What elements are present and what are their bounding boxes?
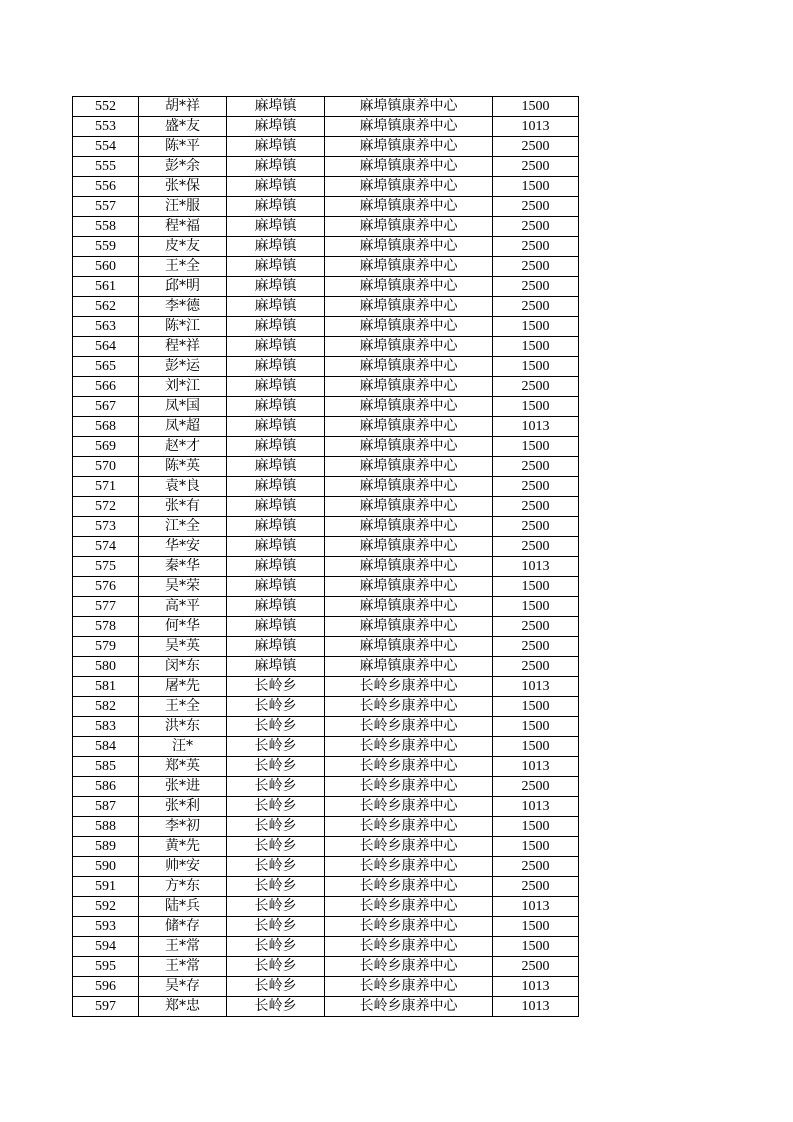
amount-cell: 1013 [493, 797, 579, 817]
row-number-cell: 559 [73, 237, 139, 257]
township-cell: 长岭乡 [227, 957, 325, 977]
township-cell: 麻埠镇 [227, 117, 325, 137]
amount-cell: 1013 [493, 977, 579, 997]
name-cell: 汪*服 [139, 197, 227, 217]
amount-cell: 1500 [493, 357, 579, 377]
name-cell: 袁*良 [139, 477, 227, 497]
township-cell: 麻埠镇 [227, 477, 325, 497]
name-cell: 盛*友 [139, 117, 227, 137]
name-cell: 胡*祥 [139, 97, 227, 117]
township-cell: 麻埠镇 [227, 437, 325, 457]
amount-cell: 1500 [493, 317, 579, 337]
row-number-cell: 565 [73, 357, 139, 377]
care-center-cell: 长岭乡康养中心 [325, 977, 493, 997]
township-cell: 麻埠镇 [227, 277, 325, 297]
township-cell: 麻埠镇 [227, 177, 325, 197]
name-cell: 李*德 [139, 297, 227, 317]
amount-cell: 2500 [493, 217, 579, 237]
table-row [73, 757, 579, 777]
care-center-cell: 麻埠镇康养中心 [325, 257, 493, 277]
township-cell: 长岭乡 [227, 677, 325, 697]
township-cell: 麻埠镇 [227, 317, 325, 337]
beneficiary-table [72, 96, 579, 1017]
amount-cell: 2500 [493, 237, 579, 257]
row-number-cell: 596 [73, 977, 139, 997]
name-cell: 凤*国 [139, 397, 227, 417]
amount-cell: 2500 [493, 877, 579, 897]
township-cell: 麻埠镇 [227, 637, 325, 657]
row-number-cell: 573 [73, 517, 139, 537]
table-row [73, 737, 579, 757]
table-row [73, 297, 579, 317]
name-cell: 凤*超 [139, 417, 227, 437]
table-row [73, 957, 579, 977]
township-cell: 麻埠镇 [227, 257, 325, 277]
table-row [73, 197, 579, 217]
table-row [73, 97, 579, 117]
care-center-cell: 长岭乡康养中心 [325, 697, 493, 717]
table-row [73, 437, 579, 457]
row-number-cell: 591 [73, 877, 139, 897]
amount-cell: 1500 [493, 97, 579, 117]
name-cell: 方*东 [139, 877, 227, 897]
amount-cell: 1500 [493, 397, 579, 417]
care-center-cell: 麻埠镇康养中心 [325, 517, 493, 537]
row-number-cell: 564 [73, 337, 139, 357]
table-row [73, 257, 579, 277]
care-center-cell: 麻埠镇康养中心 [325, 137, 493, 157]
name-cell: 张*利 [139, 797, 227, 817]
name-cell: 汪* [139, 737, 227, 757]
care-center-cell: 麻埠镇康养中心 [325, 557, 493, 577]
row-number-cell: 576 [73, 577, 139, 597]
row-number-cell: 579 [73, 637, 139, 657]
row-number-cell: 597 [73, 997, 139, 1017]
township-cell: 长岭乡 [227, 757, 325, 777]
township-cell: 麻埠镇 [227, 617, 325, 637]
township-cell: 麻埠镇 [227, 457, 325, 477]
care-center-cell: 麻埠镇康养中心 [325, 397, 493, 417]
care-center-cell: 麻埠镇康养中心 [325, 577, 493, 597]
township-cell: 麻埠镇 [227, 197, 325, 217]
name-cell: 王*常 [139, 957, 227, 977]
table-row [73, 917, 579, 937]
township-cell: 麻埠镇 [227, 337, 325, 357]
care-center-cell: 长岭乡康养中心 [325, 777, 493, 797]
row-number-cell: 587 [73, 797, 139, 817]
care-center-cell: 长岭乡康养中心 [325, 897, 493, 917]
township-cell: 长岭乡 [227, 977, 325, 997]
table-row [73, 817, 579, 837]
row-number-cell: 590 [73, 857, 139, 877]
amount-cell: 1500 [493, 697, 579, 717]
care-center-cell: 长岭乡康养中心 [325, 917, 493, 937]
care-center-cell: 麻埠镇康养中心 [325, 117, 493, 137]
table-body [73, 97, 579, 1017]
township-cell: 长岭乡 [227, 997, 325, 1017]
name-cell: 闵*东 [139, 657, 227, 677]
amount-cell: 1500 [493, 737, 579, 757]
name-cell: 洪*东 [139, 717, 227, 737]
township-cell: 麻埠镇 [227, 597, 325, 617]
row-number-cell: 586 [73, 777, 139, 797]
amount-cell: 1500 [493, 717, 579, 737]
amount-cell: 2500 [493, 297, 579, 317]
row-number-cell: 558 [73, 217, 139, 237]
table-row [73, 477, 579, 497]
row-number-cell: 572 [73, 497, 139, 517]
name-cell: 黄*先 [139, 837, 227, 857]
care-center-cell: 麻埠镇康养中心 [325, 537, 493, 557]
table-row [73, 277, 579, 297]
amount-cell: 1013 [493, 757, 579, 777]
amount-cell: 2500 [493, 517, 579, 537]
table-row [73, 497, 579, 517]
amount-cell: 2500 [493, 857, 579, 877]
care-center-cell: 麻埠镇康养中心 [325, 477, 493, 497]
table-row [73, 697, 579, 717]
care-center-cell: 麻埠镇康养中心 [325, 217, 493, 237]
name-cell: 赵*才 [139, 437, 227, 457]
name-cell: 江*全 [139, 517, 227, 537]
table-row [73, 637, 579, 657]
table-row [73, 137, 579, 157]
name-cell: 吴*存 [139, 977, 227, 997]
township-cell: 长岭乡 [227, 937, 325, 957]
amount-cell: 2500 [493, 617, 579, 637]
table-row [73, 577, 579, 597]
township-cell: 长岭乡 [227, 917, 325, 937]
row-number-cell: 588 [73, 817, 139, 837]
name-cell: 华*安 [139, 537, 227, 557]
care-center-cell: 长岭乡康养中心 [325, 737, 493, 757]
care-center-cell: 麻埠镇康养中心 [325, 157, 493, 177]
table-row [73, 457, 579, 477]
row-number-cell: 570 [73, 457, 139, 477]
care-center-cell: 麻埠镇康养中心 [325, 457, 493, 477]
care-center-cell: 长岭乡康养中心 [325, 937, 493, 957]
township-cell: 麻埠镇 [227, 157, 325, 177]
amount-cell: 1013 [493, 897, 579, 917]
table-row [73, 877, 579, 897]
care-center-cell: 麻埠镇康养中心 [325, 597, 493, 617]
table-row [73, 337, 579, 357]
care-center-cell: 长岭乡康养中心 [325, 677, 493, 697]
township-cell: 麻埠镇 [227, 377, 325, 397]
row-number-cell: 581 [73, 677, 139, 697]
row-number-cell: 563 [73, 317, 139, 337]
care-center-cell: 长岭乡康养中心 [325, 817, 493, 837]
table-row [73, 117, 579, 137]
table-row [73, 217, 579, 237]
name-cell: 程*福 [139, 217, 227, 237]
care-center-cell: 长岭乡康养中心 [325, 717, 493, 737]
row-number-cell: 566 [73, 377, 139, 397]
care-center-cell: 麻埠镇康养中心 [325, 197, 493, 217]
row-number-cell: 578 [73, 617, 139, 637]
row-number-cell: 589 [73, 837, 139, 857]
table-row [73, 177, 579, 197]
name-cell: 李*初 [139, 817, 227, 837]
care-center-cell: 长岭乡康养中心 [325, 857, 493, 877]
care-center-cell: 麻埠镇康养中心 [325, 377, 493, 397]
table-row [73, 317, 579, 337]
township-cell: 麻埠镇 [227, 497, 325, 517]
township-cell: 麻埠镇 [227, 97, 325, 117]
amount-cell: 1013 [493, 557, 579, 577]
table-row [73, 537, 579, 557]
name-cell: 郑*忠 [139, 997, 227, 1017]
table-row [73, 517, 579, 537]
township-cell: 长岭乡 [227, 697, 325, 717]
amount-cell: 2500 [493, 197, 579, 217]
row-number-cell: 582 [73, 697, 139, 717]
amount-cell: 2500 [493, 637, 579, 657]
row-number-cell: 577 [73, 597, 139, 617]
table-row [73, 937, 579, 957]
name-cell: 吴*荣 [139, 577, 227, 597]
care-center-cell: 麻埠镇康养中心 [325, 317, 493, 337]
care-center-cell: 麻埠镇康养中心 [325, 497, 493, 517]
name-cell: 陈*英 [139, 457, 227, 477]
care-center-cell: 麻埠镇康养中心 [325, 297, 493, 317]
amount-cell: 1500 [493, 337, 579, 357]
row-number-cell: 580 [73, 657, 139, 677]
township-cell: 长岭乡 [227, 837, 325, 857]
table-row [73, 717, 579, 737]
row-number-cell: 561 [73, 277, 139, 297]
amount-cell: 1500 [493, 177, 579, 197]
row-number-cell: 593 [73, 917, 139, 937]
row-number-cell: 568 [73, 417, 139, 437]
table-row [73, 997, 579, 1017]
amount-cell: 1500 [493, 437, 579, 457]
row-number-cell: 555 [73, 157, 139, 177]
name-cell: 吴*英 [139, 637, 227, 657]
amount-cell: 1500 [493, 937, 579, 957]
amount-cell: 2500 [493, 477, 579, 497]
name-cell: 陈*平 [139, 137, 227, 157]
amount-cell: 2500 [493, 777, 579, 797]
table-row [73, 657, 579, 677]
amount-cell: 2500 [493, 137, 579, 157]
name-cell: 彭*余 [139, 157, 227, 177]
care-center-cell: 麻埠镇康养中心 [325, 237, 493, 257]
row-number-cell: 583 [73, 717, 139, 737]
amount-cell: 2500 [493, 537, 579, 557]
care-center-cell: 麻埠镇康养中心 [325, 277, 493, 297]
amount-cell: 1013 [493, 117, 579, 137]
township-cell: 麻埠镇 [227, 417, 325, 437]
row-number-cell: 575 [73, 557, 139, 577]
table-row [73, 777, 579, 797]
amount-cell: 1013 [493, 997, 579, 1017]
care-center-cell: 麻埠镇康养中心 [325, 177, 493, 197]
name-cell: 秦*华 [139, 557, 227, 577]
row-number-cell: 557 [73, 197, 139, 217]
row-number-cell: 556 [73, 177, 139, 197]
amount-cell: 2500 [493, 457, 579, 477]
amount-cell: 1013 [493, 677, 579, 697]
care-center-cell: 长岭乡康养中心 [325, 997, 493, 1017]
name-cell: 张*保 [139, 177, 227, 197]
amount-cell: 2500 [493, 377, 579, 397]
row-number-cell: 569 [73, 437, 139, 457]
township-cell: 长岭乡 [227, 777, 325, 797]
row-number-cell: 574 [73, 537, 139, 557]
care-center-cell: 麻埠镇康养中心 [325, 657, 493, 677]
amount-cell: 1500 [493, 917, 579, 937]
amount-cell: 1500 [493, 577, 579, 597]
name-cell: 何*华 [139, 617, 227, 637]
township-cell: 麻埠镇 [227, 517, 325, 537]
amount-cell: 1500 [493, 837, 579, 857]
township-cell: 长岭乡 [227, 877, 325, 897]
amount-cell: 2500 [493, 497, 579, 517]
name-cell: 郑*英 [139, 757, 227, 777]
name-cell: 陆*兵 [139, 897, 227, 917]
township-cell: 麻埠镇 [227, 557, 325, 577]
township-cell: 长岭乡 [227, 717, 325, 737]
care-center-cell: 长岭乡康养中心 [325, 757, 493, 777]
township-cell: 长岭乡 [227, 897, 325, 917]
row-number-cell: 552 [73, 97, 139, 117]
name-cell: 张*进 [139, 777, 227, 797]
care-center-cell: 麻埠镇康养中心 [325, 637, 493, 657]
table-row [73, 237, 579, 257]
table-row [73, 357, 579, 377]
care-center-cell: 长岭乡康养中心 [325, 877, 493, 897]
township-cell: 长岭乡 [227, 797, 325, 817]
table-row [73, 397, 579, 417]
care-center-cell: 长岭乡康养中心 [325, 797, 493, 817]
row-number-cell: 562 [73, 297, 139, 317]
row-number-cell: 567 [73, 397, 139, 417]
name-cell: 程*祥 [139, 337, 227, 357]
table-row [73, 557, 579, 577]
township-cell: 麻埠镇 [227, 297, 325, 317]
amount-cell: 1500 [493, 597, 579, 617]
amount-cell: 2500 [493, 257, 579, 277]
township-cell: 长岭乡 [227, 817, 325, 837]
table-row [73, 377, 579, 397]
row-number-cell: 595 [73, 957, 139, 977]
table-row [73, 597, 579, 617]
name-cell: 储*存 [139, 917, 227, 937]
name-cell: 王*全 [139, 697, 227, 717]
care-center-cell: 麻埠镇康养中心 [325, 97, 493, 117]
care-center-cell: 麻埠镇康养中心 [325, 357, 493, 377]
amount-cell: 1500 [493, 817, 579, 837]
name-cell: 邱*明 [139, 277, 227, 297]
name-cell: 彭*运 [139, 357, 227, 377]
name-cell: 帅*安 [139, 857, 227, 877]
township-cell: 麻埠镇 [227, 137, 325, 157]
name-cell: 高*平 [139, 597, 227, 617]
table-row [73, 677, 579, 697]
name-cell: 屠*先 [139, 677, 227, 697]
row-number-cell: 571 [73, 477, 139, 497]
table-row [73, 797, 579, 817]
name-cell: 皮*友 [139, 237, 227, 257]
row-number-cell: 560 [73, 257, 139, 277]
township-cell: 长岭乡 [227, 737, 325, 757]
row-number-cell: 554 [73, 137, 139, 157]
name-cell: 张*有 [139, 497, 227, 517]
township-cell: 麻埠镇 [227, 237, 325, 257]
township-cell: 麻埠镇 [227, 357, 325, 377]
table-row [73, 157, 579, 177]
name-cell: 刘*江 [139, 377, 227, 397]
row-number-cell: 584 [73, 737, 139, 757]
row-number-cell: 594 [73, 937, 139, 957]
row-number-cell: 553 [73, 117, 139, 137]
name-cell: 王*常 [139, 937, 227, 957]
township-cell: 麻埠镇 [227, 657, 325, 677]
township-cell: 麻埠镇 [227, 537, 325, 557]
township-cell: 麻埠镇 [227, 577, 325, 597]
amount-cell: 1013 [493, 417, 579, 437]
amount-cell: 2500 [493, 277, 579, 297]
amount-cell: 2500 [493, 657, 579, 677]
township-cell: 麻埠镇 [227, 217, 325, 237]
care-center-cell: 长岭乡康养中心 [325, 957, 493, 977]
care-center-cell: 麻埠镇康养中心 [325, 417, 493, 437]
township-cell: 麻埠镇 [227, 397, 325, 417]
table-row [73, 617, 579, 637]
care-center-cell: 麻埠镇康养中心 [325, 337, 493, 357]
table-row [73, 857, 579, 877]
care-center-cell: 麻埠镇康养中心 [325, 437, 493, 457]
amount-cell: 2500 [493, 957, 579, 977]
name-cell: 王*全 [139, 257, 227, 277]
row-number-cell: 592 [73, 897, 139, 917]
table-row [73, 897, 579, 917]
amount-cell: 2500 [493, 157, 579, 177]
care-center-cell: 长岭乡康养中心 [325, 837, 493, 857]
table-row [73, 417, 579, 437]
table-row [73, 837, 579, 857]
table-row [73, 977, 579, 997]
care-center-cell: 麻埠镇康养中心 [325, 617, 493, 637]
row-number-cell: 585 [73, 757, 139, 777]
name-cell: 陈*江 [139, 317, 227, 337]
township-cell: 长岭乡 [227, 857, 325, 877]
